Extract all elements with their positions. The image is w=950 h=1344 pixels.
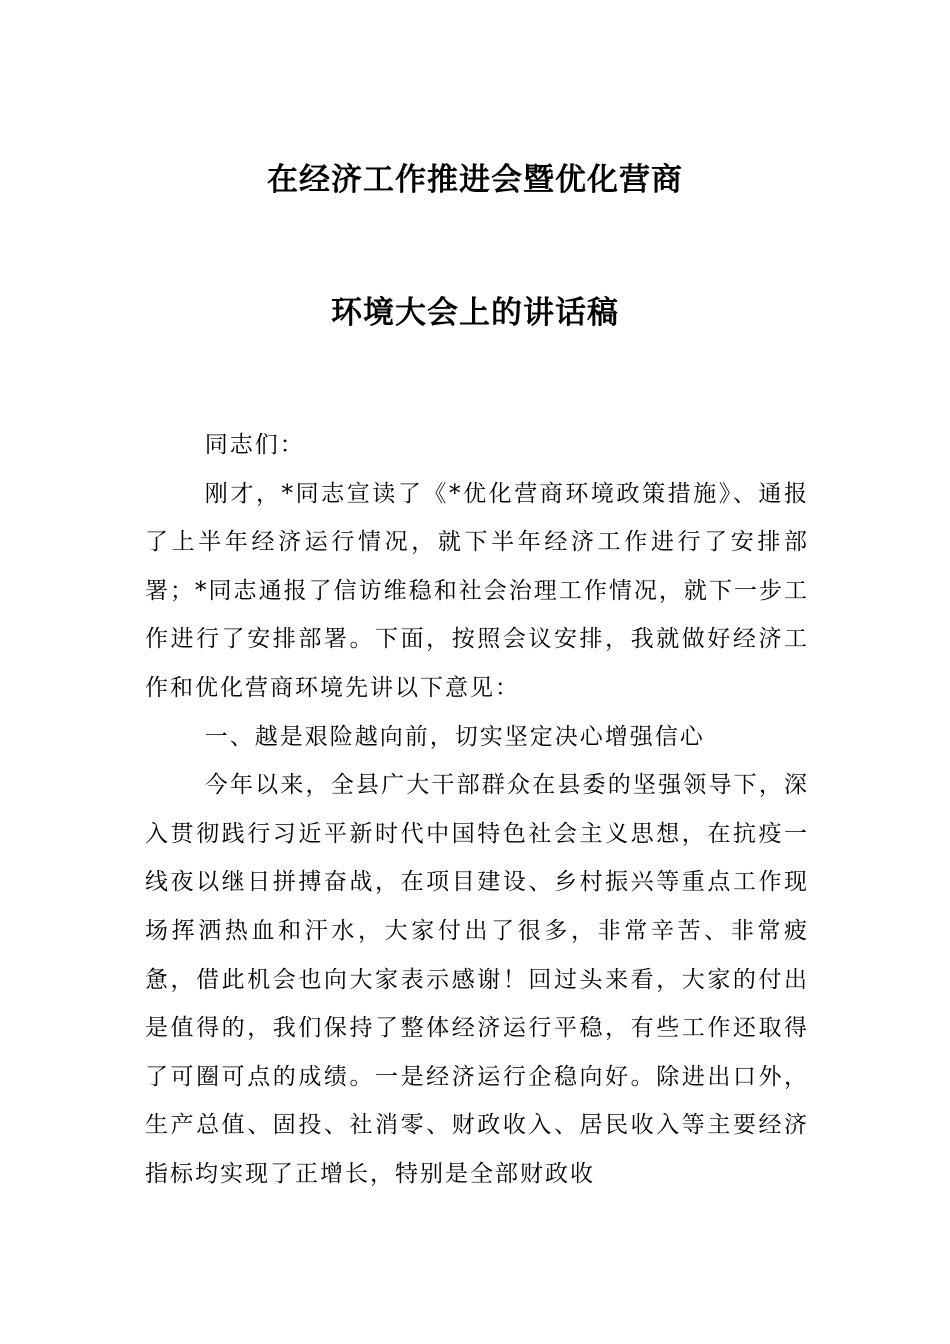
paragraph-section-1: 今年以来，全县广大干部群众在县委的坚强领导下，深入贯彻践行习近平新时代中国特色社会主义思想，在抗疫一线夜以继日拼搏奋战，在项目建设、乡村振兴等重点工作现场挥洒热血和汗水，大家付出了很多，非常辛苦、非常疲惫，借此机会也向大家表示感谢！回过头来看，大家的付出是值得的，我们保持了整体经济运行平稳，有些工作还取得了可圈可点的成绩。一是经济运行企稳向好。除进出口外，生产总值、固投、社消零、财政收入、居民收入等主要经济指标均实现了正增长，特别是全部财政收 (145, 772, 809, 1187)
document-title-line-2: 环境大会上的讲话稿 (331, 295, 619, 331)
document-body (145, 421, 809, 1199)
salutation: 同志们： (204, 432, 305, 458)
paragraph-opening: 刚才，*同志宣读了《*优化营商环境政策措施》、通报了上半年经济运行情况，就下半年经济工作进行了安排部署；*同志通报了信访维稳和社会治理工作情况，就下一步工作进行了安排部署。下面，按照会议安排，我就做好经济工作和优化营商环境先讲以下意见： (145, 480, 809, 701)
document-title-line-1: 在经济工作推进会暨优化营商 (267, 162, 683, 198)
section-heading-1: 一、越是艰险越向前，切实坚定决心增强信心 (204, 723, 705, 750)
